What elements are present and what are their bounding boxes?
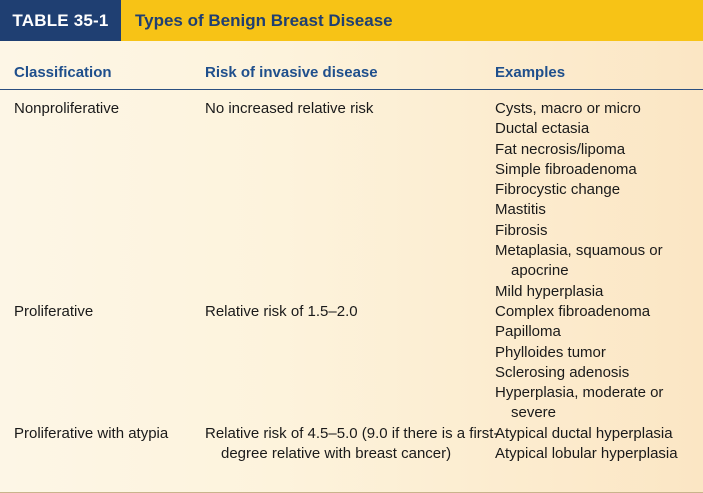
example-item: Fibrocystic change [495,181,621,199]
example-item: Complex fibroadenoma [495,303,651,320]
example-item: Phylloides tumor [495,343,606,361]
table-label: TABLE 35-1 [0,0,121,41]
example-item: Ductal ectasia [495,120,590,138]
classification-cell: Nonproliferative [14,100,120,117]
table-header [0,58,703,88]
example-item: Metaplasia, squamous or apocrine [495,242,663,280]
examples-cell [495,302,700,424]
example-item: Sclerosing adenosis [495,363,630,381]
risk-cell: Relative risk of 4.5–5.0 (9.0 if there is a first-degree relative with breast cancer) [205,425,499,463]
title-bar [0,0,703,41]
table-title: Types of Benign Breast Disease [135,10,393,30]
classification-cell: Proliferative with atypia [14,425,169,442]
classification-cell: Proliferative [14,303,94,320]
risk-cell: No increased relative risk [205,100,374,117]
examples-cell [495,424,700,465]
examples-cell [495,99,700,302]
example-item: Hyperplasia, moderate or severe [495,384,664,422]
risk-cell: Relative risk of 1.5–2.0 [205,303,358,320]
example-item: Atypical lobular hyperplasia [495,445,678,463]
header-examples: Examples [495,64,566,81]
example-item: Mild hyperplasia [495,282,604,300]
header-rule [0,89,703,90]
example-item: Atypical ductal hyperplasia [495,425,673,442]
example-item: Simple fibroadenoma [495,160,637,178]
example-item: Papilloma [495,323,561,341]
header-risk: Risk of invasive disease [205,64,378,81]
header-classification: Classification [14,64,112,81]
example-item: Fibrosis [495,221,548,239]
example-item: Cysts, macro or micro [495,100,641,117]
example-item: Fat necrosis/lipoma [495,140,626,158]
example-item: Mastitis [495,201,546,219]
